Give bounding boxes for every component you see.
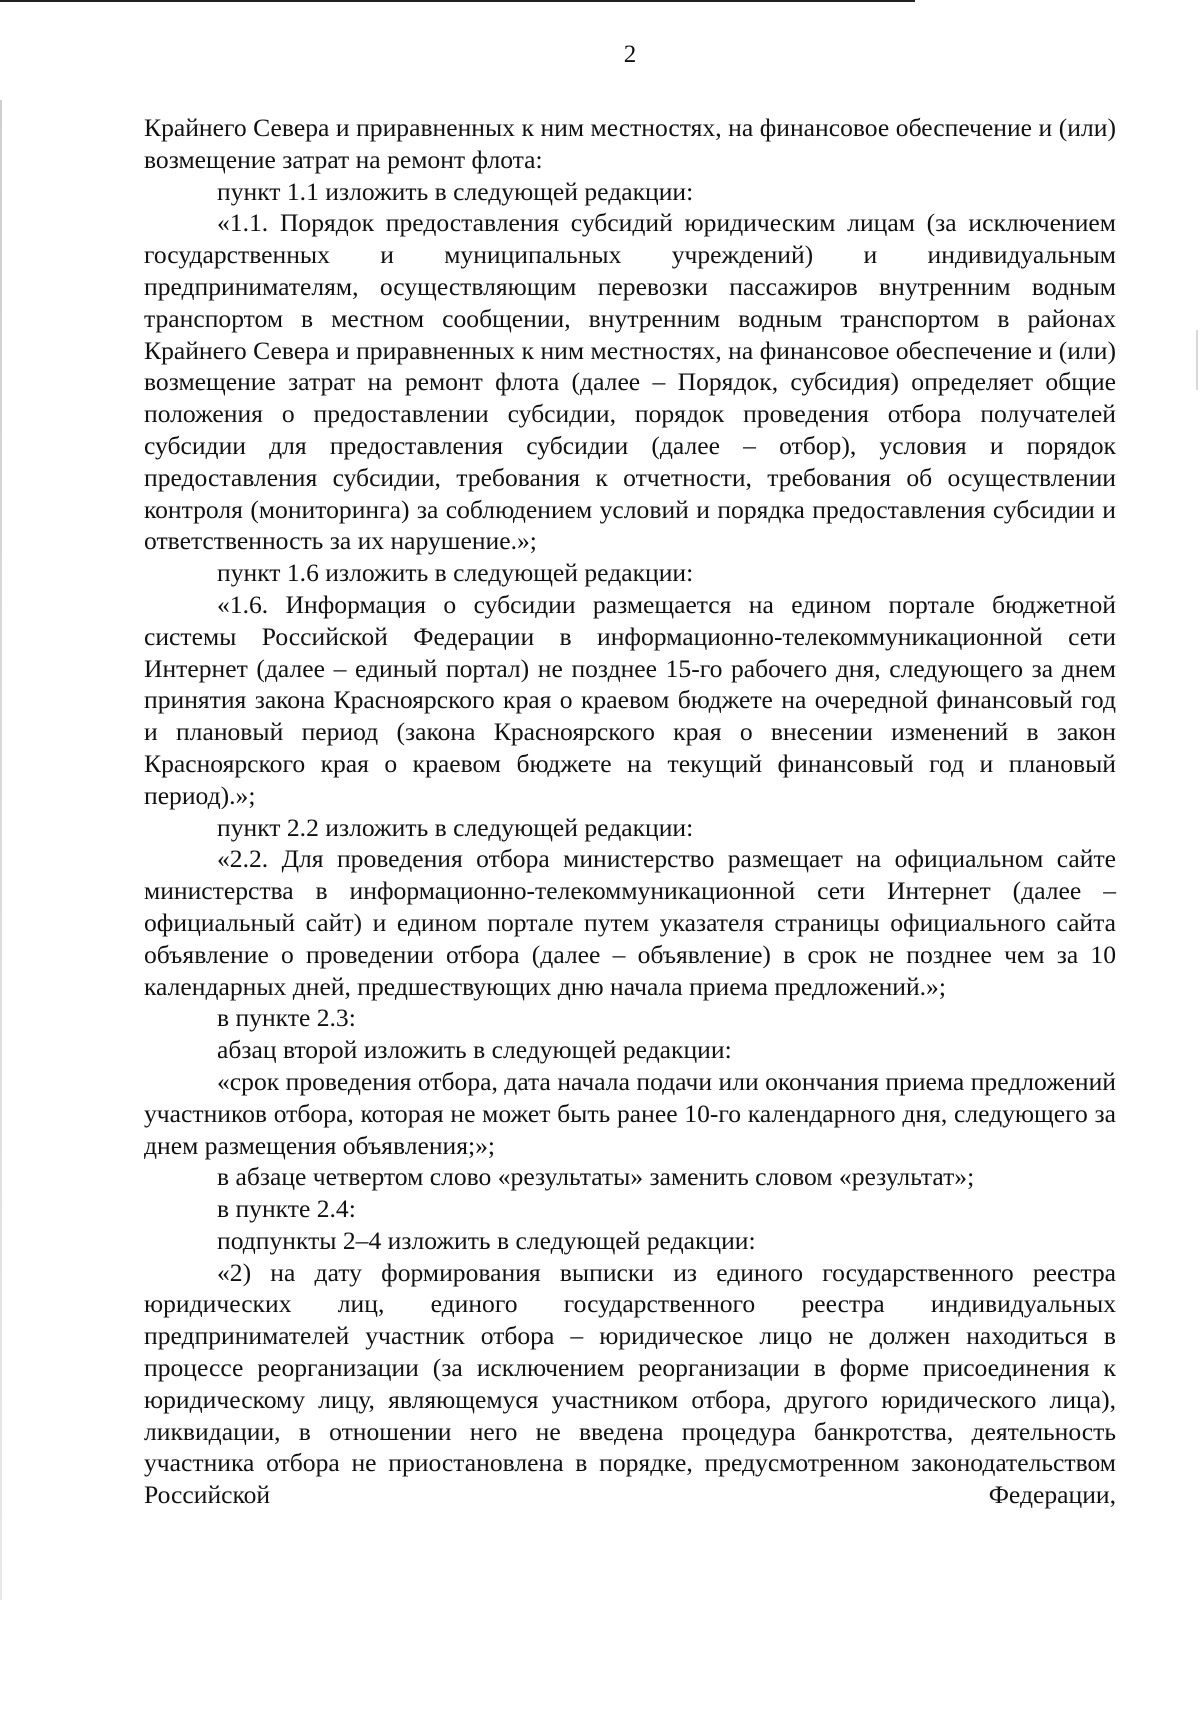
scan-edge-left [0, 100, 2, 1600]
scan-edge-right [1196, 330, 1198, 390]
scan-edge-top [0, 0, 915, 2]
paragraph-clause-1-6: «1.6. Информация о субсидии размещается на едином портале бюджетной системы Российской Федерации в информационно-телекоммуникационной сети Интернет (далее – единый портал) не позднее 15-го рабочего дня, следующего за днем принятия закона Красноярского края о краевом бюджете на очередной финансовый год и плановый период (закона Красноярского края о внесении изменений в закон Красноярского края о краевом бюджете на текущий финансовый год и плановый период).»; [144, 589, 1116, 810]
paragraph-amendment-2-3-intro: в пункте 2.3: [217, 1003, 356, 1033]
paragraph-amendment-2-4-subclauses-intro: подпункты 2–4 изложить в следующей редакции: [217, 1225, 756, 1255]
paragraph-subclause-2: «2) на дату формирования выписки из единого государственного реестра юридических лиц, единого государственного реестра индивидуальных предпринимателей участник отбора – юридическое лицо не должен находиться в процессе реорганизации (за исключением реорганизации в форме присоединения к юридическому лицу, являющемуся участником отбора, другого юридического лица), ликвидации, в отношении него не введена процедура банкротства, деятельность участника отбора не приостановлена в порядке, предусмотренном законодательством Российской Федерации, [144, 1257, 1116, 1510]
paragraph-clause-2-3-para2: «срок проведения отбора, дата начала подачи или окончания приема предложений участников отбора, которая не может быть ранее 10-го календарного дня, следующего за днем размещения объявления;»; [144, 1066, 1116, 1160]
paragraph-continuation: Крайнего Севера и приравненных к ним местностях, на финансовое обеспечение и (или) возмещение затрат на ремонт флота: [144, 113, 1116, 174]
paragraph-amendment-2-3-para2-intro: абзац второй изложить в следующей редакции: [217, 1035, 732, 1065]
paragraph-amendment-2-2-intro: пункт 2.2 изложить в следующей редакции: [217, 812, 694, 842]
page-number: 2 [623, 41, 637, 68]
paragraph-amendment-1-6-intro: пункт 1.6 изложить в следующей редакции: [217, 558, 694, 588]
paragraph-amendment-2-4-intro: в пункте 2.4: [217, 1194, 356, 1224]
paragraph-amendment-1-1-intro: пункт 1.1 изложить в следующей редакции: [217, 176, 694, 206]
paragraph-amendment-2-3-para4: в абзаце четвертом слово «результаты» заменить словом «результат»; [217, 1162, 975, 1192]
document-body [144, 112, 1116, 1511]
paragraph-clause-1-1: «1.1. Порядок предоставления субсидий юридическим лицам (за исключением государственных и муниципальных учреждений) и индивидуальным предпринимателям, осуществляющим перевозки пассажиров внутренним водным транспортом в местном сообщении, внутренним водным транспортом в районах Крайнего Севера и приравненных к ним местностях, на финансовое обеспечение и (или) возмещение затрат на ремонт флота (далее – Порядок, субсидия) определяет общие положения о предоставлении субсидии, порядок проведения отбора получателей субсидии для предоставления субсидии (далее – отбор), условия и порядок предоставления субсидии, требования к отчетности, требования об осуществлении контроля (мониторинга) за соблюдением условий и порядка предоставления субсидии и ответственность за их нарушение.»; [144, 208, 1116, 556]
paragraph-clause-2-2: «2.2. Для проведения отбора министерство размещает на официальном сайте министерства в информационно-телекоммуникационной сети Интернет (далее – официальный сайт) и едином портале путем указателя страницы официального сайта объявление о проведении отбора (далее – объявление) в срок не позднее чем за 10 календарных дней, предшествующих дню начала приема предложений.»; [144, 844, 1116, 1001]
